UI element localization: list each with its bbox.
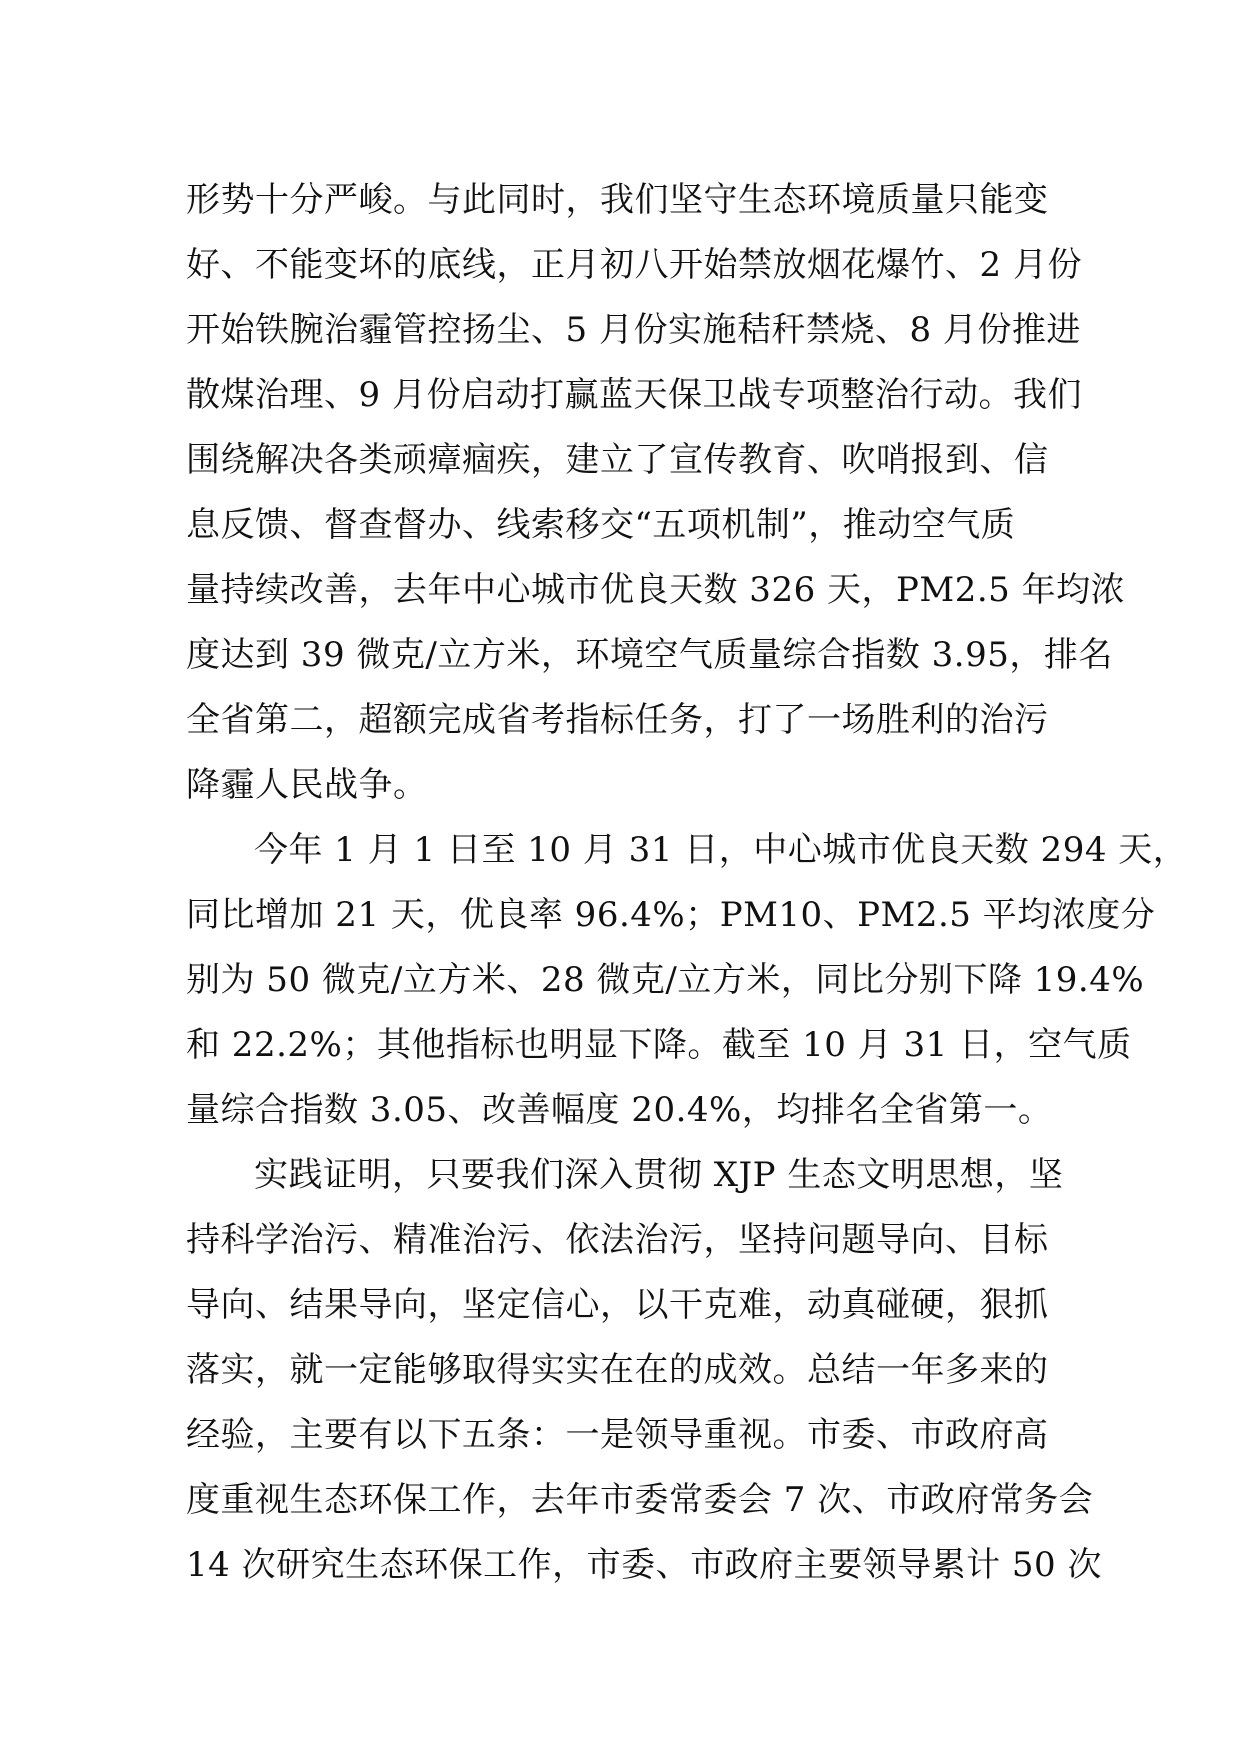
text-line: 同比增加 21 天，优良率 96.4%；PM10、PM2.5 平均浓度分 — [186, 895, 1156, 935]
text-line: 量综合指数 3.05、改善幅度 20.4%，均排名全省第一。 — [186, 1090, 1053, 1130]
text-line: 14 次研究生态环保工作，市委、市政府主要领导累计 50 次 — [186, 1545, 1102, 1585]
paragraph-3 — [186, 1143, 1102, 1598]
text-line: 围绕解决各类顽瘴痼疾，建立了宣传教育、吹哨报到、信 — [186, 440, 1049, 480]
text-line: 散煤治理、9 月份启动打赢蓝天保卫战专项整治行动。我们 — [186, 375, 1082, 415]
text-line: 持科学治污、精准治污、依法治污，坚持问题导向、目标 — [186, 1220, 1049, 1260]
text-line: 好、不能变坏的底线，正月初八开始禁放烟花爆竹、2 月份 — [186, 245, 1082, 285]
text-line: 今年 1 月 1 日至 10 月 31 日，中心城市优良天数 294 天， — [254, 830, 1188, 870]
text-line: 度重视生态环保工作，去年市委常委会 7 次、市政府常务会 — [186, 1480, 1094, 1520]
paragraph-1 — [186, 168, 1126, 818]
text-line: 全省第二，超额完成省考指标任务，打了一场胜利的治污 — [186, 700, 1049, 740]
text-line: 量持续改善，去年中心城市优良天数 326 天，PM2.5 年均浓 — [186, 570, 1126, 610]
text-line: 形势十分严峻。与此同时，我们坚守生态环境质量只能变 — [186, 180, 1049, 220]
text-line: 实践证明，只要我们深入贯彻 XJP 生态文明思想，坚 — [254, 1155, 1064, 1195]
text-line: 度达到 39 微克/立方米，环境空气质量综合指数 3.95，排名 — [186, 635, 1113, 675]
text-line: 降霾人民战争。 — [186, 765, 428, 805]
paragraph-2 — [186, 818, 1188, 1143]
document-page — [186, 168, 1188, 1598]
text-line: 导向、结果导向，坚定信心，以干克难，动真碰硬，狠抓 — [186, 1285, 1049, 1325]
text-line: 开始铁腕治霾管控扬尘、5 月份实施秸秆禁烧、8 月份推进 — [186, 310, 1081, 350]
text-line: 息反馈、督查督办、线索移交“五项机制”，推动空气质 — [186, 505, 1016, 545]
text-line: 经验，主要有以下五条：一是领导重视。市委、市政府高 — [186, 1415, 1049, 1455]
text-line: 别为 50 微克/立方米、28 微克/立方米，同比分别下降 19.4% — [186, 960, 1145, 1000]
text-line: 和 22.2%；其他指标也明显下降。截至 10 月 31 日，空气质 — [186, 1025, 1132, 1065]
text-line: 落实，就一定能够取得实实在在的成效。总结一年多来的 — [186, 1350, 1049, 1390]
